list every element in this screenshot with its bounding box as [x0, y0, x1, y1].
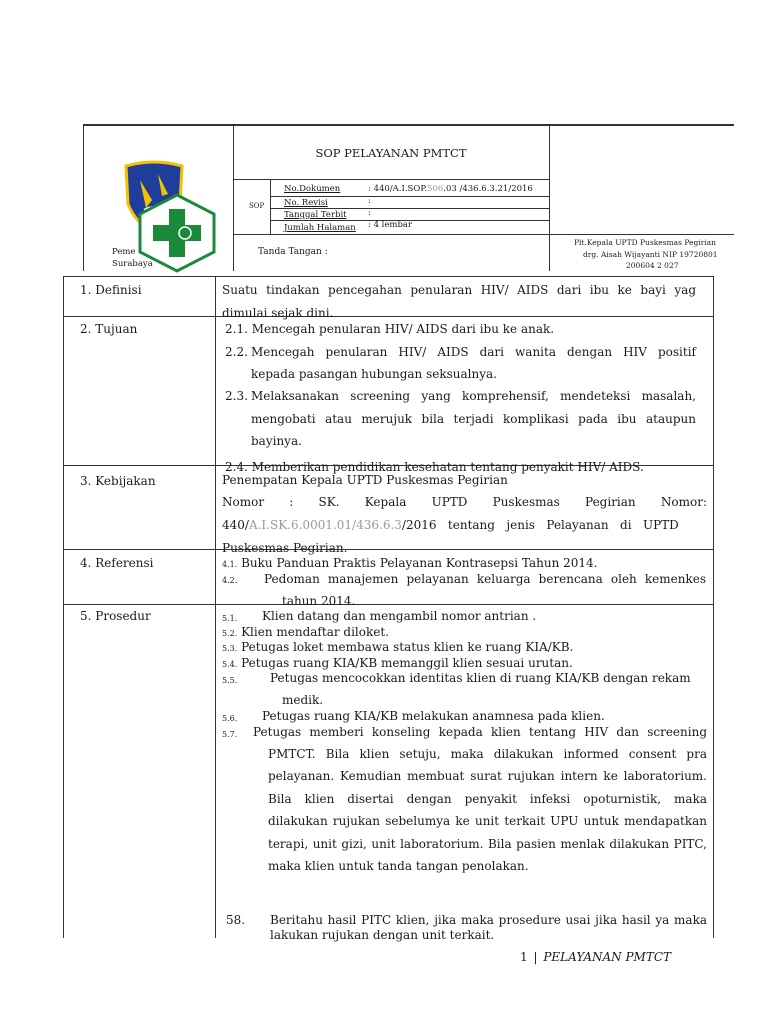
tujuan-item-1: 2.1. Mencegah penularan HIV/ AIDS dari ibu ke anak. [225, 322, 555, 336]
signer-line-1: Plt.Kepala UPTD Puskesmas Pegirian [574, 238, 716, 247]
field-value-no-revisi: : [368, 196, 371, 206]
signer-line-3: 200604 2 027 [626, 261, 679, 270]
prosedur-7-line-2: PMTCT. Bila klien setuju, maka dilakukan informed consent pra [268, 747, 707, 761]
prosedur-4: 5.4. Petugas ruang KIA/KB memanggil klien sesuai urutan. [222, 656, 573, 670]
page-title: SOP PELAYANAN PMTCT [315, 146, 467, 160]
prosedur-7-line-5: dilakukan rujukan sebelumya ke unit terkait UPU untuk mendapatkan [268, 814, 707, 828]
field-label-tanggal-terbit: Tanggal Terbit [284, 210, 347, 220]
prosedur-8-line-2: lakukan rujukan dengan unit terkait. [270, 928, 495, 942]
field-value-no-dokumen: : 440/A.I.SOP.506.03 /436.6.3.21/2016 [368, 184, 533, 194]
prosedur-3: 5.3. Petugas loket membawa status klien ke ruang KIA/KB. [222, 640, 574, 654]
referensi-item-1: 4.1. Buku Panduan Praktis Pelayanan Kontrasepsi Tahun 2014. [222, 556, 598, 570]
page-number: 1 [520, 950, 528, 964]
definisi-line-1: Suatu tindakan pencegahan penularan HIV/ AIDS dari ibu ke bayi yag [222, 283, 696, 297]
section-label-tujuan: 2. Tujuan [80, 322, 138, 336]
footer-title: PELAYANAN PMTCT [543, 950, 672, 964]
prosedur-5-line-2: medik. [282, 693, 324, 707]
prosedur-7-num: 5.7. [222, 730, 238, 739]
tujuan-item-2-num: 2.2. [225, 345, 248, 359]
prosedur-8-line-1: Beritahu hasil PITC klien, jika maka prosedure usai jika hasil ya maka [270, 913, 707, 927]
prosedur-6: Petugas ruang KIA/KB melakukan anamnesa pada klien. [262, 709, 605, 723]
tujuan-item-3-line-3: bayinya. [251, 434, 302, 448]
signer-line-2: drg. Aisah Wijayanti NIP 19720801 [583, 250, 718, 259]
section-label-referensi: 4. Referensi [80, 556, 154, 570]
field-label-jumlah-halaman: Jumlah Halaman [284, 223, 356, 233]
tujuan-item-3-num: 2.3. [225, 389, 248, 403]
page-footer [520, 950, 671, 964]
prosedur-5-line-1: Petugas mencocokkan identitas klien di ruang KIA/KB dengan rekam [270, 671, 691, 685]
kebijakan-line-1: Penempatan Kepala UPTD Puskesmas Pegirian [222, 473, 508, 487]
referensi-item-2-num: 4.2. [222, 576, 238, 585]
field-label-no-revisi: No. Revisi [284, 198, 328, 208]
sop-label: SOP [249, 202, 265, 210]
prosedur-7-line-7: maka klien untuk tanda tangan penolakan. [268, 859, 529, 873]
kebijakan-line-4: Puskesmas Pegirian. [222, 541, 348, 555]
referensi-item-2-line-1: Pedoman manajemen pelayanan keluarga berencana oleh kemenkes [264, 572, 706, 586]
prosedur-7-line-3: pelayanan. Kemudian membuat surat rujukan intern ke laboratorium. [268, 769, 707, 783]
logo-caption-1: Peme [112, 247, 136, 257]
tujuan-item-2-line-1: Mencegah penularan HIV/ AIDS dari wanita dengan HIV positif [251, 345, 696, 359]
footer-separator: | [533, 950, 538, 964]
section-label-definisi: 1. Definisi [80, 283, 142, 297]
prosedur-2: 5.2. Klien mendaftar diloket. [222, 625, 389, 639]
referensi-item-2-line-2: tahun 2014. [282, 594, 356, 608]
field-label-no-dokumen: No.Dokumen [284, 184, 341, 194]
field-value-jumlah-halaman: : 4 lembar [368, 220, 413, 230]
section-label-prosedur: 5. Prosedur [80, 609, 151, 623]
tujuan-item-2-line-2: kepada pasangan hubungan seksualnya. [251, 367, 497, 381]
tanda-tangan-label: Tanda Tangan : [258, 247, 328, 257]
prosedur-7-line-1: Petugas memberi konseling kepada klien tentang HIV dan screening [253, 725, 707, 739]
definisi-line-2: dimulai sejak dini. [222, 306, 334, 320]
field-value-tanggal-terbit: : [368, 208, 371, 218]
tujuan-item-3-line-2: mengobati atau merujuk bila terjadi komplikasi pada ibu ataupun [251, 412, 696, 426]
prosedur-7-line-4: Bila klien disertai dengan penyakit infeksi opoturnistik, maka [268, 792, 707, 806]
logo-caption-2: Surabaya [112, 259, 153, 269]
prosedur-8-num: 58. [226, 913, 246, 927]
prosedur-6-num: 5.6. [222, 714, 238, 723]
kebijakan-line-3: 440/A.I.SK.6.0001.01/436.6.3/2016 tentang jenis Pelayanan di UPTD [222, 518, 679, 532]
tujuan-item-3-line-1: Melaksanakan screening yang komprehensif, mendeteksi masalah, [251, 389, 696, 403]
prosedur-5-num: 5.5. [222, 676, 238, 685]
prosedur-1: Klien datang dan mengambil nomor antrian . [262, 609, 537, 623]
tujuan-item-4: 2.4. Memberikan pendidikan kesehatan tentang penyakit HIV/ AIDS. [225, 460, 644, 474]
kebijakan-line-2: Nomor : SK. Kepala UPTD Puskesmas Pegirian Nomor: [222, 495, 707, 509]
prosedur-1-num: 5.1. [222, 614, 238, 623]
prosedur-7-line-6: terapi, unit gizi, unit laboratorium. Bila pasien menlak dilakukan PITC, [268, 837, 707, 851]
section-label-kebijakan: 3. Kebijakan [80, 474, 156, 488]
